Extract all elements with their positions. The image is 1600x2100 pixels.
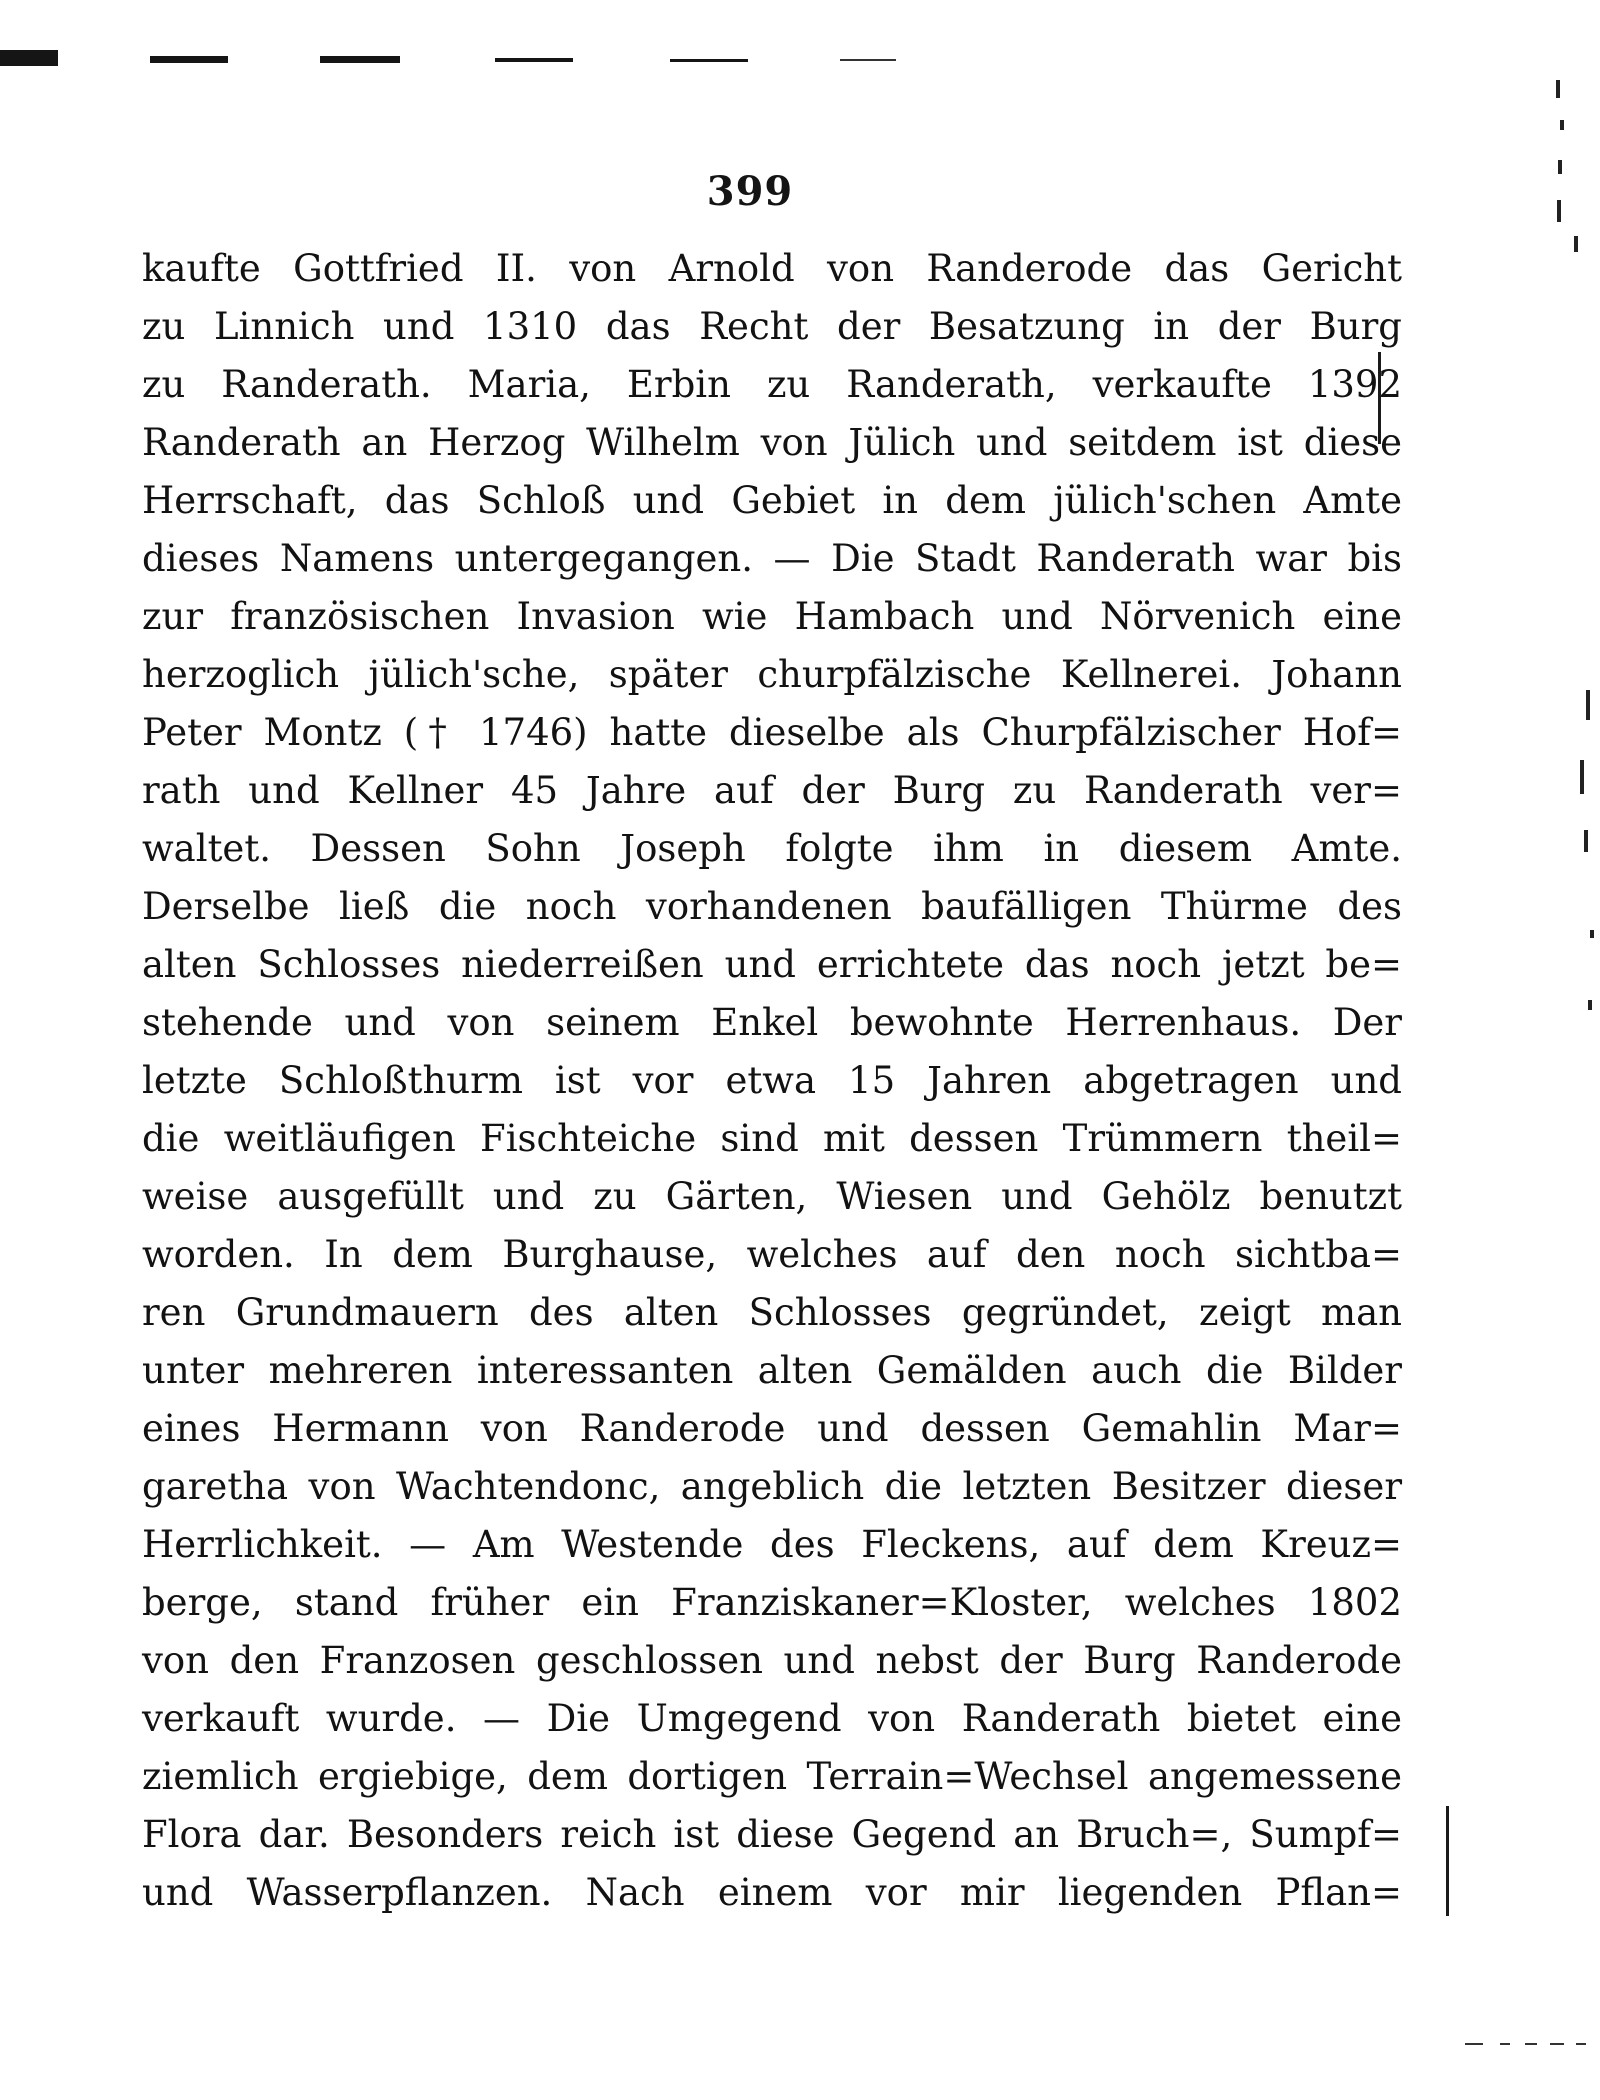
text-line: herzoglich jülich'sche, später churpfälzische Kellnerei. Johann xyxy=(142,653,1402,696)
text-line: Peter Montz († 1746) hatte dieselbe als Churpfälzischer Hof= xyxy=(142,711,1402,754)
scan-artifact-bottom xyxy=(1465,2043,1483,2045)
text-line: die weitläufigen Fischteiche sind mit dessen Trümmern theil= xyxy=(142,1117,1402,1160)
scan-speck xyxy=(1584,830,1588,852)
text-line: von den Franzosen geschlossen und nebst der Burg Randerode xyxy=(142,1639,1402,1682)
text-line: kaufte Gottfried II. von Arnold von Randerode das Gericht xyxy=(142,247,1402,290)
scan-speck xyxy=(1590,930,1594,938)
text-line: berge, stand früher ein Franziskaner=Kloster, welches 1802 xyxy=(142,1581,1402,1624)
text-line: Randerath an Herzog Wilhelm von Jülich und seitdem ist diese xyxy=(142,421,1402,464)
scan-artifact-top xyxy=(150,56,228,63)
scan-speck xyxy=(1580,760,1584,794)
text-line: worden. In dem Burghause, welches auf den noch sichtba= xyxy=(142,1233,1402,1276)
text-line: letzte Schloßthurm ist vor etwa 15 Jahren abgetragen und xyxy=(142,1059,1402,1102)
text-line: Flora dar. Besonders reich ist diese Gegend an Bruch=, Sumpf= xyxy=(142,1813,1402,1856)
text-line: zu Randerath. Maria, Erbin zu Randerath, verkaufte 1392 xyxy=(142,363,1402,406)
scan-artifact-top xyxy=(320,56,400,63)
text-line: stehende und von seinem Enkel bewohnte Herrenhaus. Der xyxy=(142,1001,1402,1044)
scan-artifact-top xyxy=(495,58,573,62)
page-number: 399 xyxy=(706,168,794,215)
text-line: dieses Namens untergegangen. — Die Stadt Randerath war bis xyxy=(142,537,1402,580)
scan-artifact-top xyxy=(0,50,58,66)
scan-speck xyxy=(1558,160,1562,174)
body-text xyxy=(142,240,1402,1922)
text-line: Derselbe ließ die noch vorhandenen baufälligen Thürme des xyxy=(142,885,1402,928)
text-line: unter mehreren interessanten alten Gemälden auch die Bilder xyxy=(142,1349,1402,1392)
text-line: eines Hermann von Randerode und dessen Gemahlin Mar= xyxy=(142,1407,1402,1450)
text-line: garetha von Wachtendonc, angeblich die letzten Besitzer dieser xyxy=(142,1465,1402,1508)
scan-artifact-bottom xyxy=(1500,2043,1510,2045)
scan-speck xyxy=(1574,236,1578,252)
scan-speck xyxy=(1588,1000,1592,1010)
text-line: ren Grundmauern des alten Schlosses gegründet, zeigt man xyxy=(142,1291,1402,1334)
text-line: zu Linnich und 1310 das Recht der Besatzung in der Burg xyxy=(142,305,1402,348)
text-line: rath und Kellner 45 Jahre auf der Burg zu Randerath ver= xyxy=(142,769,1402,812)
text-line: Herrschaft, das Schloß und Gebiet in dem jülich'schen Amte xyxy=(142,479,1402,522)
text-line: weise ausgefüllt und zu Gärten, Wiesen und Gehölz benutzt xyxy=(142,1175,1402,1218)
scan-artifact-bottom xyxy=(1550,2043,1564,2045)
text-line: alten Schlosses niederreißen und errichtete das noch jetzt be= xyxy=(142,943,1402,986)
text-line: verkauft wurde. — Die Umgegend von Randerath bietet eine xyxy=(142,1697,1402,1740)
scan-speck xyxy=(1557,200,1561,222)
scan-speck xyxy=(1560,120,1564,130)
scan-artifact-top xyxy=(840,59,896,61)
scan-artifact-top xyxy=(670,59,748,62)
scan-speck xyxy=(1586,690,1590,720)
text-line: ziemlich ergiebige, dem dortigen Terrain=Wechsel angemessene xyxy=(142,1755,1402,1798)
text-line: Herrlichkeit. — Am Westende des Fleckens, auf dem Kreuz= xyxy=(142,1523,1402,1566)
text-line: und Wasserpflanzen. Nach einem vor mir liegenden Pflan= xyxy=(142,1871,1402,1914)
scan-artifact-bottom xyxy=(1576,2043,1586,2045)
margin-bar xyxy=(1446,1806,1449,1916)
scan-speck xyxy=(1556,80,1560,98)
scan-artifact-bottom xyxy=(1525,2043,1537,2045)
text-line: waltet. Dessen Sohn Joseph folgte ihm in diesem Amte. xyxy=(142,827,1402,870)
text-line: zur französischen Invasion wie Hambach und Nörvenich eine xyxy=(142,595,1402,638)
